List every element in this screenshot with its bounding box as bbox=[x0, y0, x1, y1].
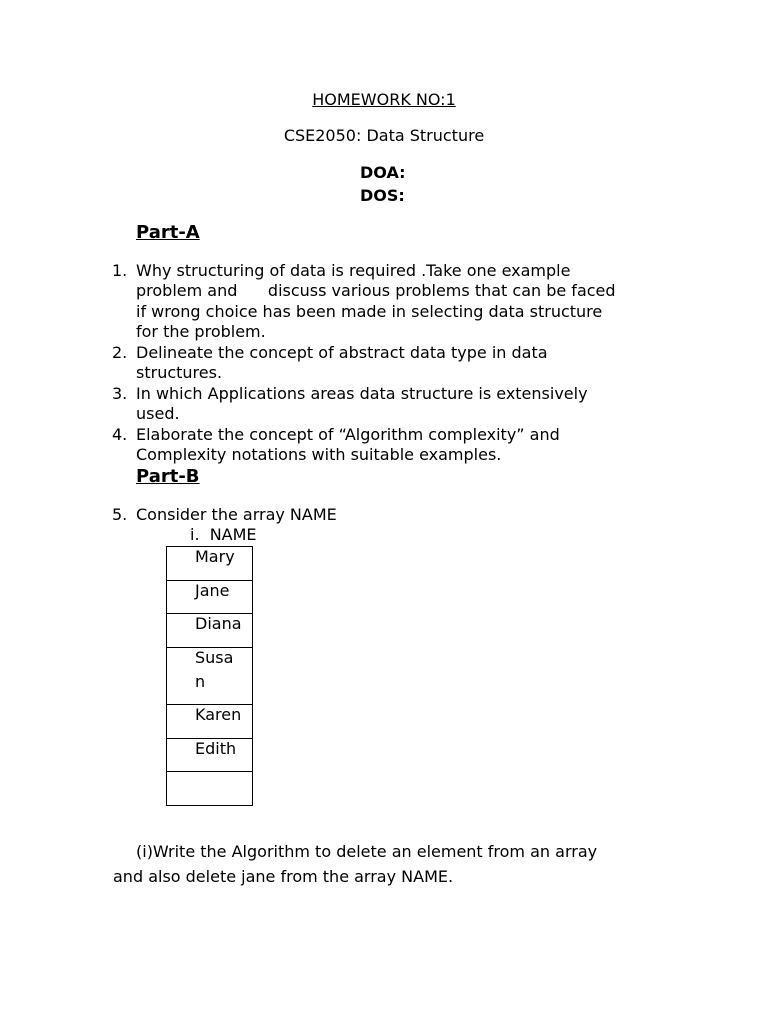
question-line: for the problem. bbox=[136, 322, 266, 341]
array-cell-row bbox=[167, 648, 253, 705]
array-cell-text: Karen bbox=[195, 705, 242, 724]
part-b-heading: Part-B bbox=[136, 466, 200, 487]
array-cell bbox=[167, 648, 253, 705]
question-number: 2. bbox=[112, 343, 128, 362]
array-cell-text: Jane bbox=[195, 581, 230, 600]
array-cell bbox=[167, 581, 253, 614]
question-line: Elaborate the concept of “Algorithm complexity” and bbox=[136, 425, 560, 444]
question-line: Delineate the concept of abstract data type in data bbox=[136, 343, 548, 362]
array-cell-text: Susa bbox=[195, 648, 234, 667]
question-line: used. bbox=[136, 404, 180, 423]
array-cell bbox=[167, 739, 253, 772]
course-title: CSE2050: Data Structure bbox=[283, 126, 485, 145]
array-cell-text: Edith bbox=[195, 739, 237, 758]
question-number: 5. bbox=[112, 505, 128, 524]
part-a-heading: Part-A bbox=[136, 222, 200, 243]
question-line: Complexity notations with suitable examples. bbox=[136, 445, 502, 464]
question-line: problem and discuss various problems that can be faced bbox=[136, 281, 616, 300]
array-cell-text: n bbox=[195, 672, 206, 691]
sub-question-line: (i)Write the Algorithm to delete an element from an array bbox=[136, 842, 598, 861]
array-cell bbox=[167, 705, 253, 739]
question-number: 3. bbox=[112, 384, 128, 403]
doa-label: DOA: bbox=[360, 163, 406, 182]
array-cell-row bbox=[167, 739, 253, 772]
question-number: 4. bbox=[112, 425, 128, 444]
array-cell bbox=[167, 614, 253, 648]
array-cell bbox=[167, 547, 253, 581]
sub-question-line: and also delete jane from the array NAME. bbox=[113, 867, 454, 886]
question-line: structures. bbox=[136, 363, 223, 382]
dos-label: DOS: bbox=[360, 186, 405, 205]
name-array-table bbox=[166, 546, 253, 806]
question-line: In which Applications areas data structure is extensively bbox=[136, 384, 588, 403]
question-line: Consider the array NAME bbox=[136, 505, 337, 524]
question-line: if wrong choice has been made in selecting data structure bbox=[136, 302, 603, 321]
array-cell-row bbox=[167, 547, 253, 581]
array-cell-text: Mary bbox=[195, 547, 235, 566]
array-cell bbox=[167, 772, 253, 806]
array-cell-row bbox=[167, 581, 253, 614]
array-cell-row bbox=[167, 705, 253, 739]
question-number: 1. bbox=[112, 261, 128, 280]
array-cell-row bbox=[167, 614, 253, 648]
array-cell-row bbox=[167, 772, 253, 806]
question-line: Why structuring of data is required .Take one example bbox=[136, 261, 571, 280]
homework-title: HOMEWORK NO:1 bbox=[312, 90, 456, 109]
array-cell-text: Diana bbox=[195, 614, 242, 633]
array-caption: i. NAME bbox=[190, 525, 257, 544]
